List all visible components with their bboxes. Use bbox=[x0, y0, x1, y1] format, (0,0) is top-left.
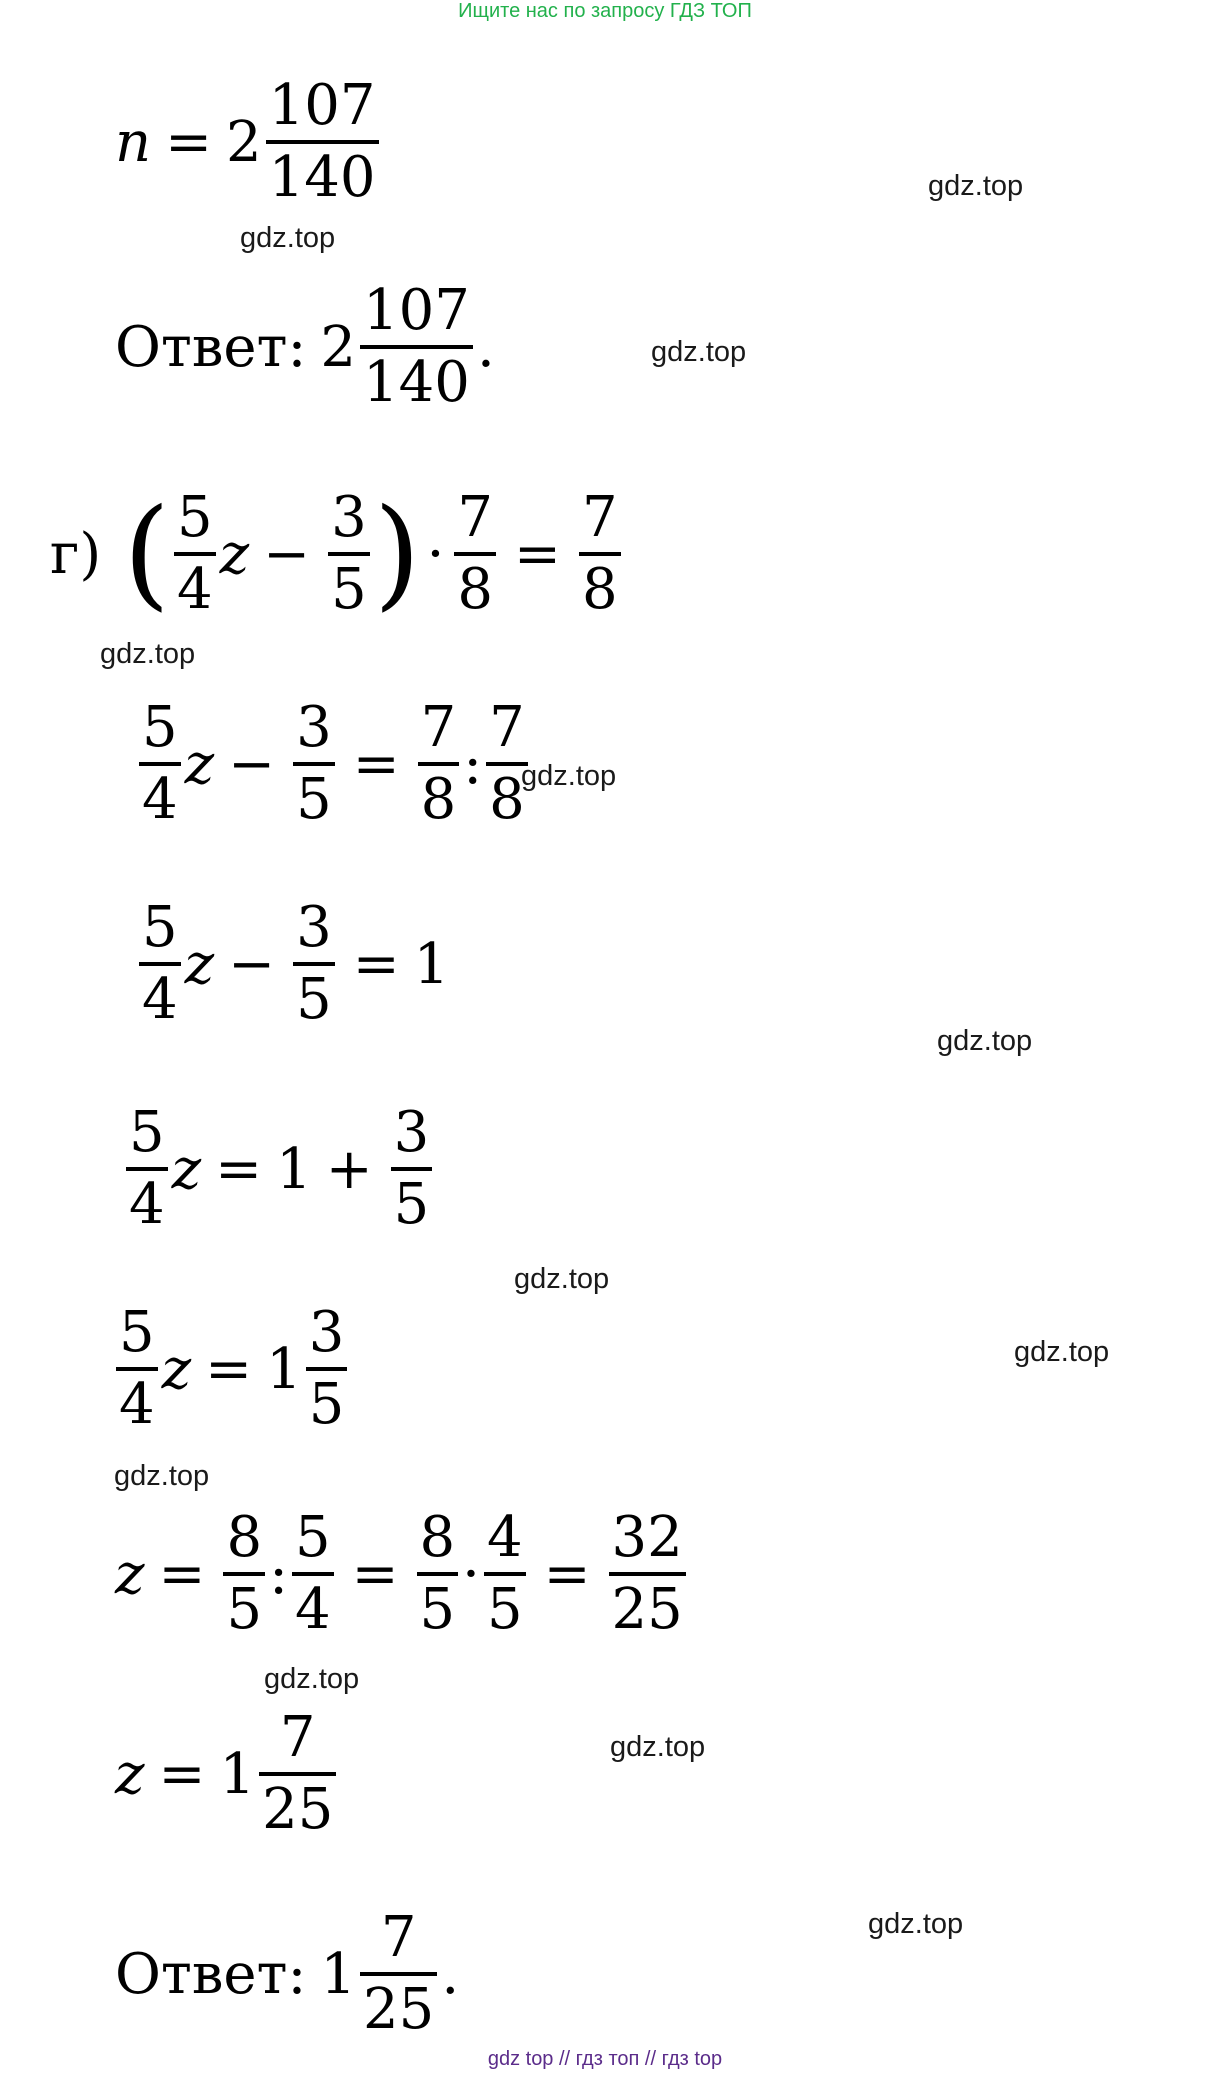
whole-part: 1 bbox=[320, 1941, 357, 2007]
minus-sign: − bbox=[263, 521, 311, 587]
watermark: gdz.top bbox=[868, 1908, 964, 1940]
fraction bbox=[139, 695, 181, 832]
fraction bbox=[328, 485, 370, 622]
denominator: 4 bbox=[139, 762, 181, 828]
watermark: gdz.top bbox=[514, 1263, 610, 1295]
fraction bbox=[139, 895, 181, 1032]
right-paren: ) bbox=[373, 484, 421, 623]
fraction bbox=[484, 1505, 526, 1642]
whole-part: 1 bbox=[219, 1741, 256, 1807]
equation-line-step1 bbox=[135, 695, 532, 832]
fraction bbox=[454, 485, 496, 622]
equation-line-step2 bbox=[135, 895, 450, 1032]
fraction bbox=[417, 1505, 459, 1642]
numerator: 3 bbox=[296, 895, 332, 960]
equation-line-step4 bbox=[112, 1300, 351, 1437]
one-value: 1 bbox=[276, 1136, 312, 1202]
numerator: 3 bbox=[308, 1300, 345, 1365]
denominator: 25 bbox=[259, 1772, 336, 1838]
equation-line-step5 bbox=[115, 1505, 690, 1642]
watermark: gdz.top bbox=[264, 1663, 360, 1695]
denominator: 5 bbox=[417, 1572, 459, 1638]
numerator: 32 bbox=[611, 1505, 683, 1570]
equals-sign: = bbox=[165, 109, 212, 175]
denominator: 140 bbox=[266, 140, 379, 206]
whole-part: 2 bbox=[226, 109, 262, 175]
numerator: 5 bbox=[294, 1505, 331, 1570]
numerator: 7 bbox=[420, 695, 457, 760]
equation-line-n bbox=[115, 73, 383, 210]
denominator: 8 bbox=[418, 762, 460, 828]
watermark: gdz.top bbox=[240, 222, 336, 254]
equals-sign: = bbox=[543, 1541, 591, 1607]
denominator: 4 bbox=[292, 1572, 334, 1638]
minus-sign: − bbox=[228, 931, 276, 997]
watermark: gdz.top bbox=[521, 760, 617, 792]
equals-sign: = bbox=[514, 521, 561, 587]
multiply-sign: · bbox=[426, 521, 445, 587]
whole-part: 1 bbox=[266, 1336, 302, 1402]
fraction bbox=[306, 1300, 348, 1437]
numerator: 107 bbox=[363, 278, 470, 343]
denominator: 5 bbox=[328, 552, 370, 618]
denominator: 140 bbox=[360, 345, 473, 411]
numerator: 7 bbox=[581, 485, 618, 550]
numerator: 5 bbox=[142, 695, 178, 760]
numerator: 8 bbox=[419, 1505, 456, 1570]
watermark: gdz.top bbox=[937, 1025, 1033, 1057]
variable-z: z bbox=[115, 1541, 145, 1607]
fraction bbox=[293, 695, 335, 832]
footer-banner: gdz top // гдз топ // гдз top bbox=[487, 2048, 723, 2070]
period: . bbox=[441, 1941, 460, 2007]
fraction bbox=[360, 1905, 437, 2042]
fraction bbox=[292, 1505, 334, 1642]
equals-sign: = bbox=[352, 731, 400, 797]
denominator: 4 bbox=[139, 962, 181, 1028]
equation-line-step3 bbox=[122, 1100, 436, 1237]
item-label: г) bbox=[50, 521, 102, 587]
watermark: gdz.top bbox=[610, 1731, 706, 1763]
header-banner: Ищите нас по запросу ГДЗ ТОП bbox=[458, 0, 752, 22]
equals-sign: = bbox=[215, 1136, 263, 1202]
denominator: 5 bbox=[391, 1167, 433, 1233]
answer-line-1 bbox=[115, 278, 495, 415]
variable-z: z bbox=[161, 1336, 192, 1402]
divide-sign: : bbox=[269, 1541, 288, 1607]
numerator: 3 bbox=[296, 695, 332, 760]
numerator: 7 bbox=[380, 1905, 417, 1970]
numerator: 8 bbox=[226, 1505, 263, 1570]
fraction bbox=[259, 1705, 336, 1842]
numerator: 3 bbox=[393, 1100, 430, 1165]
watermark: gdz.top bbox=[651, 336, 747, 368]
fraction bbox=[579, 485, 621, 622]
denominator: 5 bbox=[293, 962, 335, 1028]
numerator: 7 bbox=[457, 485, 494, 550]
fraction bbox=[609, 1505, 686, 1642]
numerator: 107 bbox=[268, 73, 376, 138]
equals-sign: = bbox=[205, 1336, 253, 1402]
fraction bbox=[223, 1505, 265, 1642]
equals-sign: = bbox=[158, 1541, 206, 1607]
fraction bbox=[174, 485, 216, 622]
denominator: 4 bbox=[116, 1367, 158, 1433]
watermark: gdz.top bbox=[100, 638, 196, 670]
whole-part: 2 bbox=[320, 314, 357, 380]
rhs-value: 1 bbox=[413, 931, 450, 997]
answer-line-2 bbox=[115, 1905, 460, 2042]
denominator: 4 bbox=[174, 552, 216, 618]
variable-z: z bbox=[115, 1741, 145, 1807]
equals-sign: = bbox=[351, 1541, 399, 1607]
watermark: gdz.top bbox=[928, 170, 1024, 202]
fraction bbox=[266, 73, 379, 210]
numerator: 4 bbox=[486, 1505, 523, 1570]
numerator: 5 bbox=[177, 485, 213, 550]
denominator: 8 bbox=[454, 552, 496, 618]
denominator: 5 bbox=[306, 1367, 348, 1433]
divide-sign: : bbox=[463, 731, 483, 797]
variable-z: z bbox=[184, 931, 215, 997]
fraction bbox=[126, 1100, 168, 1237]
denominator: 4 bbox=[126, 1167, 168, 1233]
fraction bbox=[418, 695, 460, 832]
numerator: 5 bbox=[142, 895, 178, 960]
numerator: 7 bbox=[489, 695, 525, 760]
denominator: 5 bbox=[484, 1572, 526, 1638]
numerator: 3 bbox=[331, 485, 367, 550]
answer-label: Ответ: bbox=[115, 314, 307, 380]
fraction bbox=[391, 1100, 433, 1237]
answer-label: Ответ: bbox=[115, 1941, 307, 2007]
denominator: 8 bbox=[579, 552, 621, 618]
variable-z: z bbox=[171, 1136, 202, 1202]
equation-line-result bbox=[115, 1705, 340, 1842]
equals-sign: = bbox=[352, 931, 400, 997]
denominator: 5 bbox=[293, 762, 335, 828]
fraction bbox=[360, 278, 473, 415]
denominator: 5 bbox=[223, 1572, 265, 1638]
multiply-sign: · bbox=[462, 1541, 480, 1607]
equals-sign: = bbox=[158, 1741, 206, 1807]
denominator: 8 bbox=[486, 762, 528, 828]
period: . bbox=[476, 314, 495, 380]
variable-n: n bbox=[115, 109, 152, 175]
variable-z: z bbox=[219, 521, 250, 587]
fraction bbox=[293, 895, 335, 1032]
fraction bbox=[116, 1300, 158, 1437]
watermark: gdz.top bbox=[1014, 1336, 1110, 1368]
left-paren: ( bbox=[123, 484, 171, 623]
equation-line-g bbox=[50, 484, 625, 623]
watermark: gdz.top bbox=[114, 1460, 210, 1492]
numerator: 5 bbox=[129, 1100, 165, 1165]
variable-z: z bbox=[184, 731, 215, 797]
numerator: 5 bbox=[119, 1300, 155, 1365]
minus-sign: − bbox=[228, 731, 276, 797]
plus-sign: + bbox=[325, 1136, 373, 1202]
numerator: 7 bbox=[279, 1705, 316, 1770]
denominator: 25 bbox=[609, 1572, 686, 1638]
denominator: 25 bbox=[360, 1972, 437, 2038]
